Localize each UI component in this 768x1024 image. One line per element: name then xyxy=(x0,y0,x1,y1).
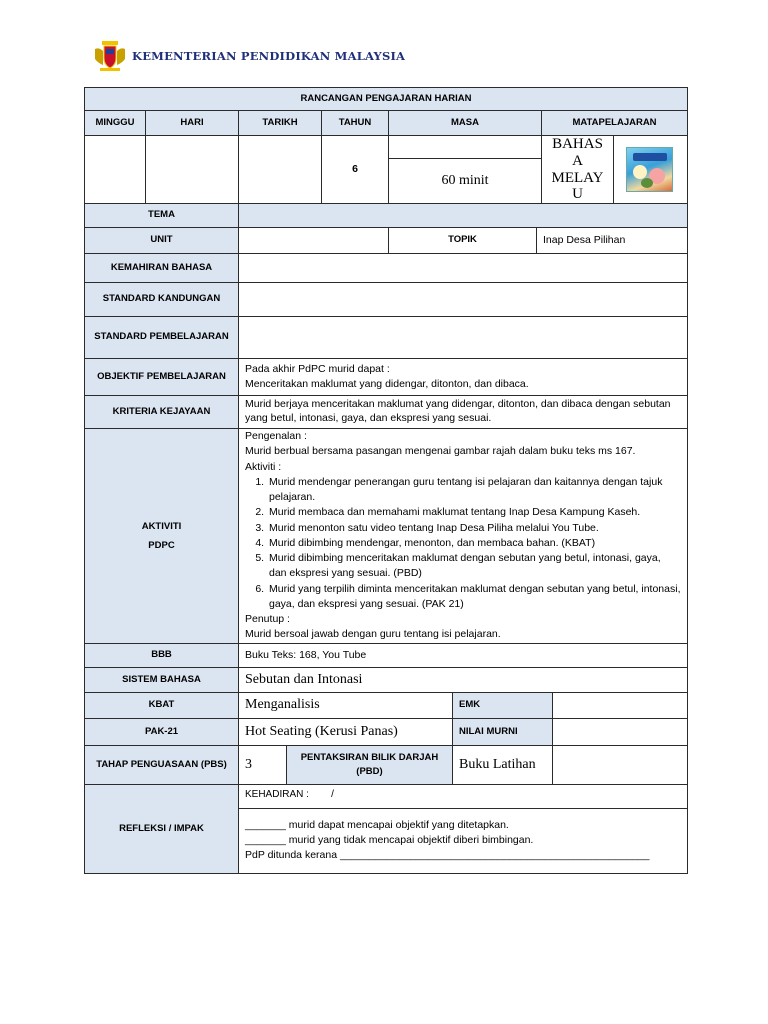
col-hari: HARI xyxy=(145,110,239,136)
nilai-murni-value[interactable] xyxy=(552,718,688,746)
refleksi-line-achieved: _______ murid dapat mencapai objektif yang ditetapkan. xyxy=(245,819,509,831)
ministry-name: KEMENTERIAN PENDIDIKAN MALAYSIA xyxy=(132,49,406,63)
kemahiran-label: KEMAHIRAN BAHASA xyxy=(84,253,239,283)
malaysia-crest-icon xyxy=(92,39,128,73)
table-title: RANCANGAN PENGAJARAN HARIAN xyxy=(84,87,688,111)
sp-label: STANDARD PEMBELAJARAN xyxy=(84,316,239,359)
aktiviti-content xyxy=(238,428,688,644)
minggu-value[interactable] xyxy=(84,135,146,204)
aktiviti-label xyxy=(84,428,239,644)
list-item: 3. Murid menonton satu video tentang Inap Desa Piliha melalui You Tube. xyxy=(267,521,681,536)
penutup-text: Murid bersoal jawab dengan guru tentang isi pelajaran. xyxy=(245,628,501,641)
aktiviti-label-line1: AKTIVITI xyxy=(141,521,182,532)
masa-duration: 60 minit xyxy=(388,158,542,204)
col-matapelajaran: MATAPELAJARAN xyxy=(541,110,688,136)
sistem-bahasa-value: Sebutan dan Intonasi xyxy=(238,667,688,693)
tahap-value: 3 xyxy=(238,745,287,785)
emk-value[interactable] xyxy=(552,692,688,719)
kriteria-value: Murid berjaya menceritakan maklumat yang didengar, ditonton, dan dibaca dengan sebutan yang betul, intonasi, gaya, dan ekspresi yang sesuai. xyxy=(238,395,688,429)
topik-label: TOPIK xyxy=(388,227,537,254)
list-item: 6. Murid yang terpilih diminta menceritakan maklumat dengan sebutan yang betul, intonasi, gaya, dan ekspresi yang sesuai. (PAK 21) xyxy=(267,582,681,613)
kbat-label: KBAT xyxy=(84,692,239,719)
sistem-bahasa-label: SISTEM BAHASA xyxy=(84,667,239,693)
refleksi-line-postponed: PdP ditunda kerana _____________________________________________________ xyxy=(245,849,650,862)
kehadiran-text: KEHADIRAN : / xyxy=(238,784,688,809)
masa-time-slot[interactable] xyxy=(388,135,542,159)
tahun-value: 6 xyxy=(321,135,389,204)
objektif-label: OBJEKTIF PEMBELAJARAN xyxy=(84,358,239,396)
objektif-value xyxy=(238,358,688,396)
sk-label: STANDARD KANDUNGAN xyxy=(84,282,239,317)
activity-list xyxy=(245,475,681,612)
objektif-intro: Pada akhir PdPC murid dapat : xyxy=(245,363,390,375)
pbd-label: PENTAKSIRAN BILIK DARJAH (PBD) xyxy=(286,745,453,785)
pak21-value: Hot Seating (Kerusi Panas) xyxy=(238,718,453,746)
topik-value: Inap Desa Pilihan xyxy=(536,227,688,254)
pengenalan-title: Pengenalan : xyxy=(245,430,307,442)
list-item: 2. Murid membaca dan memahami maklumat tentang Inap Desa Kampung Kaseh. xyxy=(267,505,681,520)
textbook-cover-image xyxy=(626,147,673,192)
kriteria-label: KRITERIA KEJAYAAN xyxy=(84,395,239,429)
pbd-extra[interactable] xyxy=(552,745,688,785)
pengenalan-text: Murid berbual bersama pasangan mengenai gambar rajah dalam buku teks ms 167. xyxy=(245,445,636,458)
refleksi-content xyxy=(238,808,688,874)
col-tahun: TAHUN xyxy=(321,110,389,136)
list-item: 4. Murid dibimbing mendengar, menonton, dan membaca bahan. (KBAT) xyxy=(267,536,681,551)
nilai-murni-label: NILAI MURNI xyxy=(452,718,553,746)
tema-label: TEMA xyxy=(84,203,239,228)
textbook-cover xyxy=(613,135,688,204)
refleksi-label: REFLEKSI / IMPAK xyxy=(84,784,239,874)
sp-value[interactable] xyxy=(238,316,688,359)
pbd-value: Buku Latihan xyxy=(452,745,553,785)
objektif-text: Menceritakan maklumat yang didengar, ditonton, dan dibaca. xyxy=(245,377,529,390)
unit-value[interactable] xyxy=(238,227,389,254)
bbb-label: BBB xyxy=(84,643,239,668)
col-minggu: MINGGU xyxy=(84,110,146,136)
list-item: 5. Murid dibimbing menceritakan maklumat dengan sebutan yang betul, intonasi, gaya, dan ekspresi yang sesuai. (PBD) xyxy=(267,551,681,582)
kbat-value: Menganalisis xyxy=(238,692,453,719)
tarikh-value[interactable] xyxy=(238,135,322,204)
pak21-label: PAK-21 xyxy=(84,718,239,746)
bbb-value: Buku Teks: 168, You Tube xyxy=(238,643,688,668)
kemahiran-value[interactable] xyxy=(238,253,688,283)
page-header xyxy=(92,38,405,74)
col-masa: MASA xyxy=(388,110,542,136)
lesson-plan-table xyxy=(84,87,688,874)
unit-label: UNIT xyxy=(84,227,239,254)
refleksi-line-guidance: _______ murid yang tidak mencapai objektif diberi bimbingan. xyxy=(245,834,534,847)
aktiviti-label-line2: PDPC xyxy=(148,540,175,551)
penutup-title: Penutup : xyxy=(245,613,290,626)
list-item: 1. Murid mendengar penerangan guru tentang isi pelajaran dan kaitannya dengan tajuk pelajaran. xyxy=(267,475,681,506)
emk-label: EMK xyxy=(452,692,553,719)
subject-name: BAHAS A MELAY U xyxy=(541,135,614,204)
aktiviti-title: Aktiviti : xyxy=(245,460,282,473)
tahap-label: TAHAP PENGUASAAN (PBS) xyxy=(84,745,239,785)
tema-value[interactable] xyxy=(238,203,688,228)
col-tarikh: TARIKH xyxy=(238,110,322,136)
sk-value[interactable] xyxy=(238,282,688,317)
hari-value[interactable] xyxy=(145,135,239,204)
